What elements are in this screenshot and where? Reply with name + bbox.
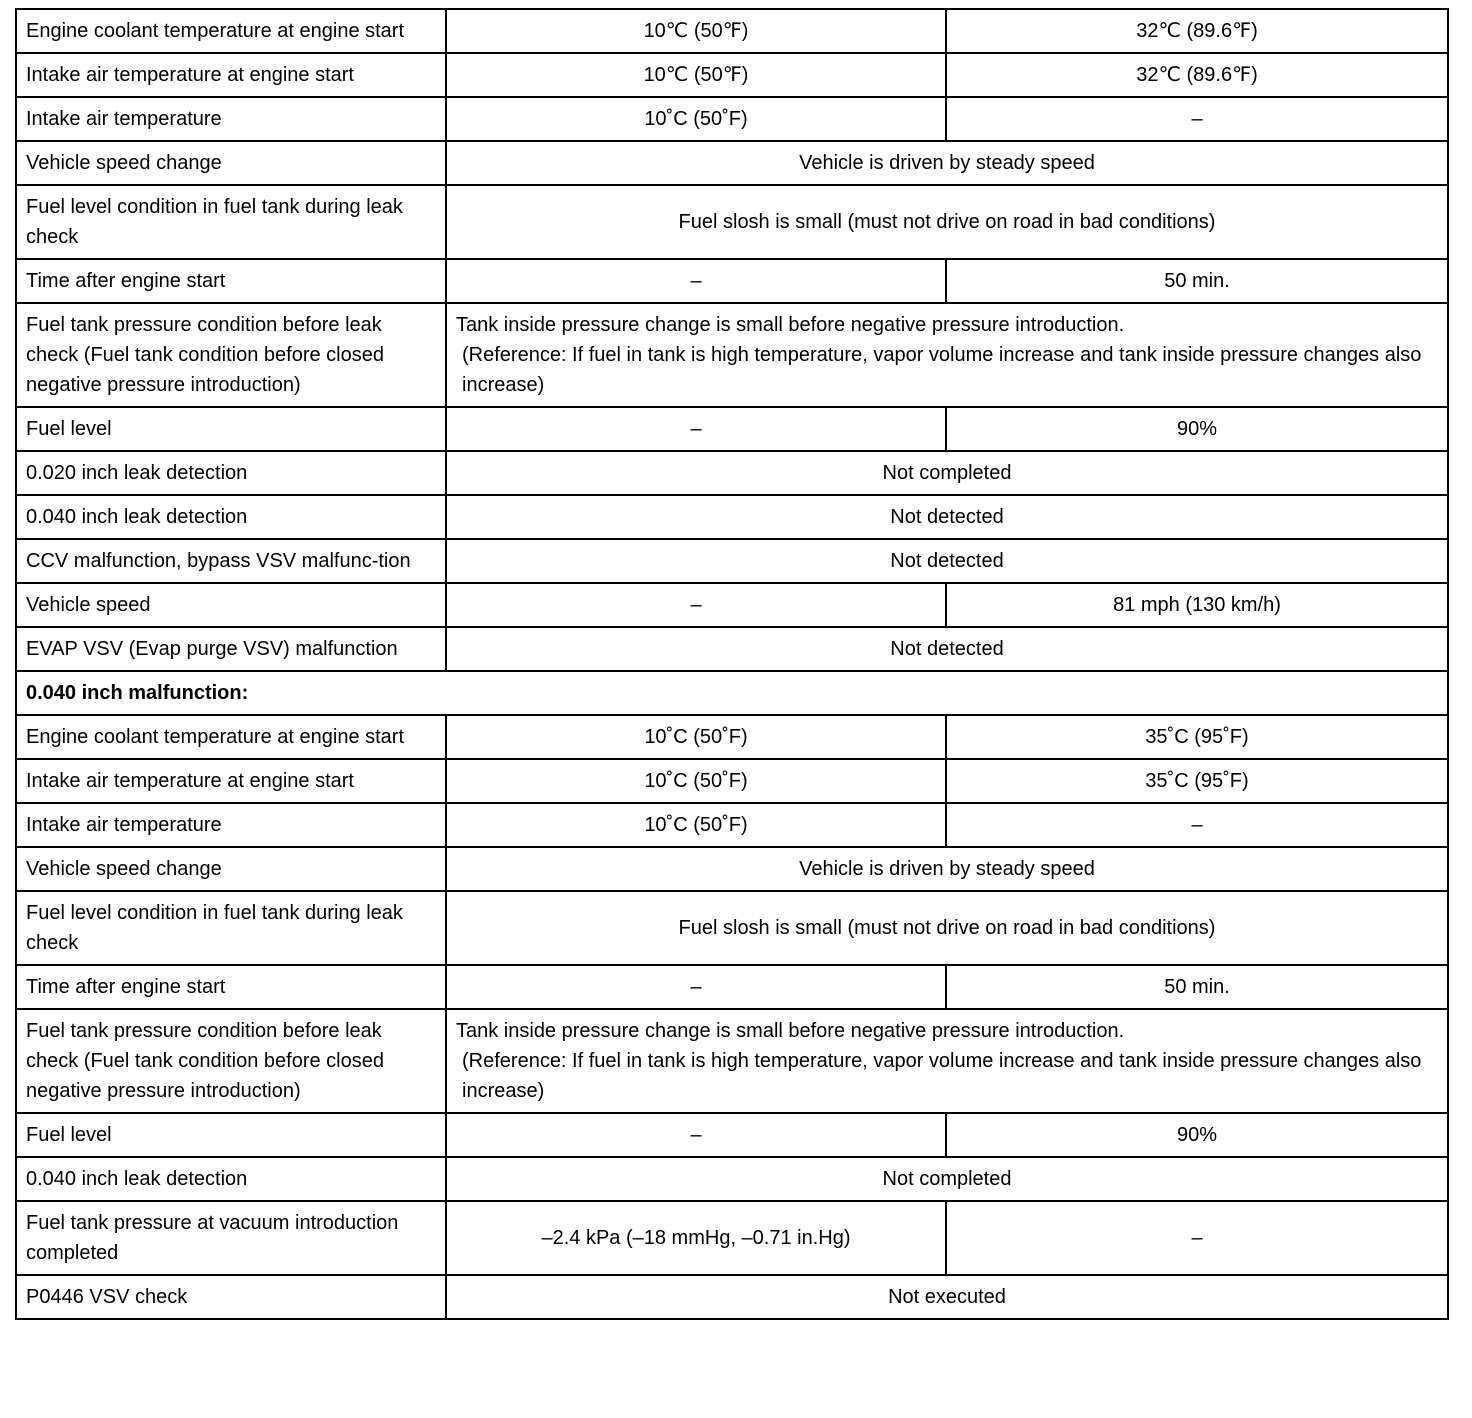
min-value-cell: 10˚C (50˚F): [446, 97, 946, 141]
table-row: [16, 97, 1448, 141]
condition-label: Intake air temperature at engine start: [16, 53, 446, 97]
condition-label: 0.040 inch leak detection: [16, 1157, 446, 1201]
table-row: [16, 141, 1448, 185]
table-row: [16, 715, 1448, 759]
note-line: Tank inside pressure change is small before negative pressure introduction.: [456, 314, 1125, 336]
table-row: [16, 965, 1448, 1009]
min-value-cell: 10℃ (50℉): [446, 9, 946, 53]
table-row: [16, 891, 1448, 965]
note-reference: (Reference: If fuel in tank is high temperature, vapor volume increase and tank inside pressure changes also increase): [462, 1050, 1422, 1102]
min-value-cell: 10˚C (50˚F): [446, 759, 946, 803]
max-value-cell: –: [946, 803, 1448, 847]
merged-value-cell: Not detected: [446, 539, 1448, 583]
condition-label: Engine coolant temperature at engine start: [16, 9, 446, 53]
max-value-cell: 90%: [946, 407, 1448, 451]
merged-value-cell: Not completed: [446, 1157, 1448, 1201]
condition-label: Vehicle speed change: [16, 141, 446, 185]
min-value-cell: –: [446, 407, 946, 451]
table-row: [16, 627, 1448, 671]
condition-label: Intake air temperature at engine start: [16, 759, 446, 803]
table-row: [16, 1113, 1448, 1157]
condition-label: Time after engine start: [16, 965, 446, 1009]
max-value-cell: 32℃ (89.6℉): [946, 53, 1448, 97]
table-row: [16, 583, 1448, 627]
table-row: [16, 451, 1448, 495]
min-value-cell: –: [446, 259, 946, 303]
max-value-cell: –: [946, 97, 1448, 141]
table-row: [16, 407, 1448, 451]
table-row: [16, 1275, 1448, 1319]
min-value-cell: –: [446, 965, 946, 1009]
merged-value-cell: Not detected: [446, 627, 1448, 671]
condition-label: Fuel tank pressure at vacuum introduction completed: [16, 1201, 446, 1275]
note-value-cell: [446, 1009, 1448, 1113]
condition-label: EVAP VSV (Evap purge VSV) malfunction: [16, 627, 446, 671]
enable-conditions-table: [15, 8, 1449, 1320]
max-value-cell: 81 mph (130 km/h): [946, 583, 1448, 627]
merged-value-cell: Not completed: [446, 451, 1448, 495]
table-row: [16, 539, 1448, 583]
note-value-cell: [446, 303, 1448, 407]
merged-value-cell: Not executed: [446, 1275, 1448, 1319]
table-body: [16, 9, 1448, 1319]
max-value-cell: 50 min.: [946, 965, 1448, 1009]
condition-label: Fuel tank pressure condition before leak check (Fuel tank condition before closed negative pressure introduction): [16, 1009, 446, 1113]
merged-value-cell: Fuel slosh is small (must not drive on road in bad conditions): [446, 891, 1448, 965]
table-row: [16, 259, 1448, 303]
max-value-cell: 50 min.: [946, 259, 1448, 303]
condition-label: Fuel level condition in fuel tank during leak check: [16, 891, 446, 965]
max-value-cell: 35˚C (95˚F): [946, 715, 1448, 759]
merged-value-cell: Vehicle is driven by steady speed: [446, 847, 1448, 891]
min-value-cell: –2.4 kPa (–18 mmHg, –0.71 in.Hg): [446, 1201, 946, 1275]
condition-label: Fuel tank pressure condition before leak check (Fuel tank condition before closed negative pressure introduction): [16, 303, 446, 407]
table-row: [16, 495, 1448, 539]
merged-value-cell: Vehicle is driven by steady speed: [446, 141, 1448, 185]
max-value-cell: 90%: [946, 1113, 1448, 1157]
table-row: [16, 1201, 1448, 1275]
table-row: [16, 671, 1448, 715]
condition-label: Fuel level: [16, 1113, 446, 1157]
max-value-cell: 35˚C (95˚F): [946, 759, 1448, 803]
condition-label: 0.020 inch leak detection: [16, 451, 446, 495]
section-heading: 0.040 inch malfunction:: [16, 671, 1448, 715]
condition-label: Intake air temperature: [16, 97, 446, 141]
max-value-cell: –: [946, 1201, 1448, 1275]
min-value-cell: 10˚C (50˚F): [446, 803, 946, 847]
condition-label: Vehicle speed: [16, 583, 446, 627]
min-value-cell: 10℃ (50℉): [446, 53, 946, 97]
table-row: [16, 803, 1448, 847]
condition-label: Vehicle speed change: [16, 847, 446, 891]
table-row: [16, 53, 1448, 97]
min-value-cell: 10˚C (50˚F): [446, 715, 946, 759]
condition-label: Fuel level condition in fuel tank during leak check: [16, 185, 446, 259]
condition-label: Fuel level: [16, 407, 446, 451]
condition-label: Engine coolant temperature at engine start: [16, 715, 446, 759]
max-value-cell: 32℃ (89.6℉): [946, 9, 1448, 53]
table-row: [16, 759, 1448, 803]
condition-label: P0446 VSV check: [16, 1275, 446, 1319]
merged-value-cell: Fuel slosh is small (must not drive on road in bad conditions): [446, 185, 1448, 259]
table-row: [16, 1009, 1448, 1113]
condition-label: Time after engine start: [16, 259, 446, 303]
condition-label: 0.040 inch leak detection: [16, 495, 446, 539]
table-row: [16, 847, 1448, 891]
condition-label: CCV malfunction, bypass VSV malfunc-tion: [16, 539, 446, 583]
min-value-cell: –: [446, 1113, 946, 1157]
condition-label: Intake air temperature: [16, 803, 446, 847]
table-row: [16, 303, 1448, 407]
table-row: [16, 9, 1448, 53]
note-reference: (Reference: If fuel in tank is high temperature, vapor volume increase and tank inside pressure changes also increase): [462, 344, 1422, 396]
note-line: Tank inside pressure change is small before negative pressure introduction.: [456, 1020, 1125, 1042]
table-row: [16, 185, 1448, 259]
table-row: [16, 1157, 1448, 1201]
merged-value-cell: Not detected: [446, 495, 1448, 539]
min-value-cell: –: [446, 583, 946, 627]
